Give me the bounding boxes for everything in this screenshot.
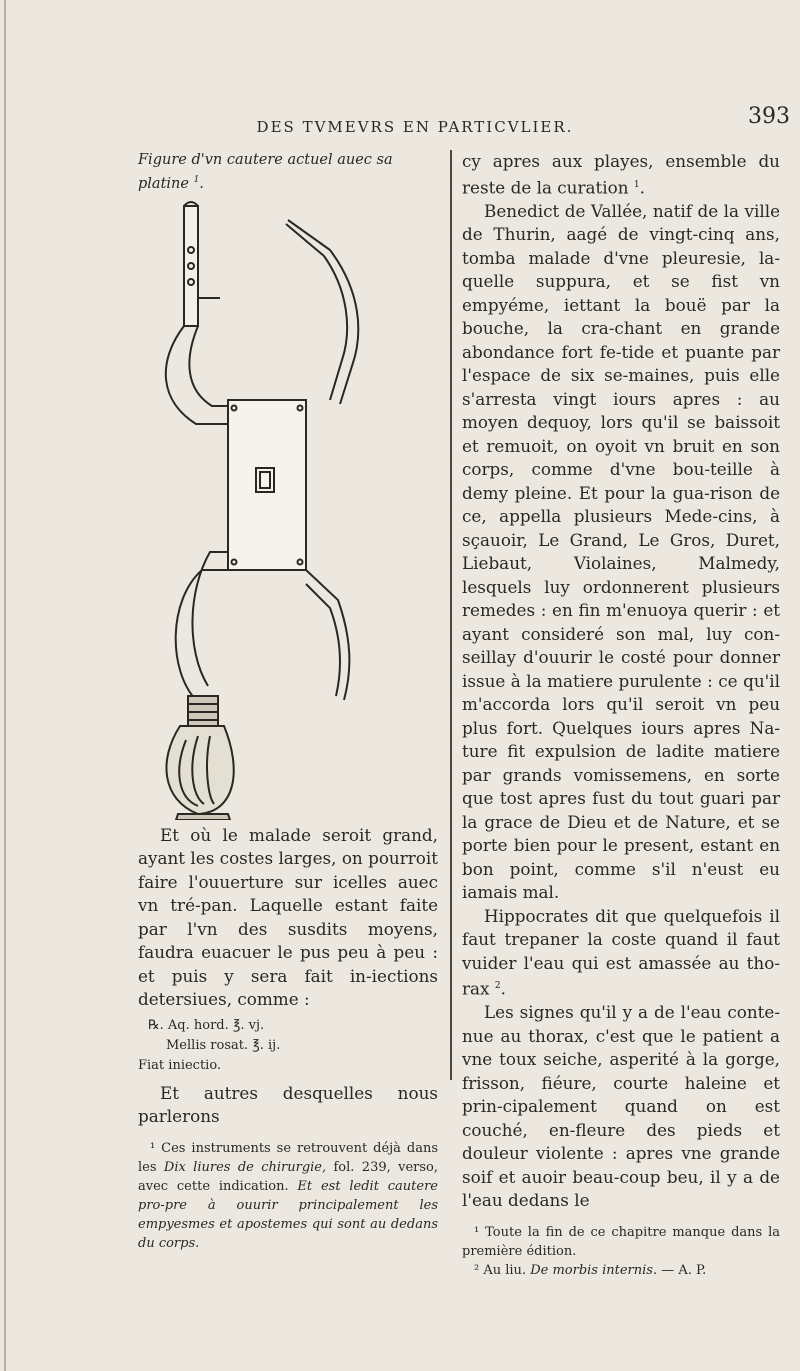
footnote: ¹ Toute la fin de ce chapitre manque dans la première édition. (462, 1224, 780, 1259)
recipe-line: ℞. Aq. hord. ℥. vj. (148, 1017, 265, 1033)
page-number: 393 (748, 104, 790, 129)
left-body-text-2 (138, 1082, 438, 1129)
footnote-marker: 2 (494, 981, 501, 992)
cautery-instrument-illustration (138, 200, 378, 820)
page-edge (4, 0, 6, 1371)
right-footnotes (462, 1223, 780, 1280)
paragraph: Et où le malade seroit grand, ayant les costes larges, on pourroit faire l'ouuerture sur icelles auec vn tré-pan. Laquelle estant faite par l'vn des susdits moyens, faudra euacuer le pus peu à peu : et puis y sera fait in-iections detersiues, comme : (138, 824, 438, 1010)
recipe (138, 1016, 438, 1076)
paragraph: Benedict de Vallée, natif de la ville de Thurin, aagé de vingt-cinq ans, tomba malade d'vne pleuresie, la-quelle suppura, et se fist vn empyéme, iettant la bouë par la bouche, la cra-chant en grande abondance fort fe-tide et puante par l'espace de six se-maines, puis elle s'arresta vingt iours apres : au moyen dequoy, lors qu'il se baissoit et remuoit, on oyoit vn bruit en son corps, comme d'vne bou-teille à demy pleine. Et pour la gua-rison de ce, appella plusieurs Mede-cins, à sçauoir, Le Grand, Le Gros, Duret, Liebaut, Violaines, Malmedy, lesquels luy ordonnerent plusieurs remedes : en fin m'enuoya querir : et ayant consideré son mal, luy con-seillay d'ouurir le costé pour donner issue à la matiere purulente : ce qu'il m'accorda lors qu'il seroit vn peu plus fort. Quelques iours apres Na-ture fit expulsion de ladite matiere par grands vomissemens, en sorte que tost apres fust du tout guari par la grace de Dieu et de Nature, et se porte bien pour le present, estant en bon point, comme s'il n'eust eu iamais mal. (462, 200, 780, 903)
paragraph: cy apres aux playes, ensemble du reste de la curation $^1$. (462, 151, 780, 198)
paragraph: Et autres desquelles nous parlerons (138, 1082, 438, 1127)
left-footnotes (138, 1139, 438, 1253)
running-title: DES TVMEVRS EN PARTICVLIER. (256, 118, 574, 136)
right-column (462, 150, 780, 1280)
left-body-text (138, 824, 438, 1012)
column-divider (450, 150, 452, 1080)
footnote-marker: 1 (633, 179, 640, 190)
paragraph: Hippocrates dit que quelquefois il faut trepaner la coste quand il faut vuider l'eau qui est amassée au tho-rax $^2$. (462, 905, 780, 999)
recipe-line: Mellis rosat. ℥. ij. (166, 1037, 281, 1053)
left-column (138, 150, 438, 1253)
recipe-line: Fiat iniectio. (138, 1057, 222, 1073)
paragraph: Les signes qu'il y a de l'eau conte-nue au thorax, c'est que le patient a vne toux seiche, asperité à la gorge, frisson, fiéure, courte haleine et prin-cipalement quand on est couché, en-fleure des pieds et douleur violente : apres vne grande soif et auoir beau-coup beu, il y a de l'eau dedans le (462, 1002, 780, 1211)
footnote-marker: 1 (193, 175, 200, 185)
footnote: ¹ Ces instruments se retrouvent déjà dans les Dix liures de chirurgie, fol. 239, verso, avec cette indication. Et est ledit cautere pro-pre à ouurir principalement les empyesmes et apostemes qui sont au dedans du corps. (138, 1140, 438, 1251)
footnote: ² Au liu. De morbis internis. — A. P. (474, 1262, 707, 1278)
right-body-text (462, 150, 780, 1213)
figure-caption: Figure d'vn cautere actuel auec sa platine $^1$. (138, 152, 393, 192)
